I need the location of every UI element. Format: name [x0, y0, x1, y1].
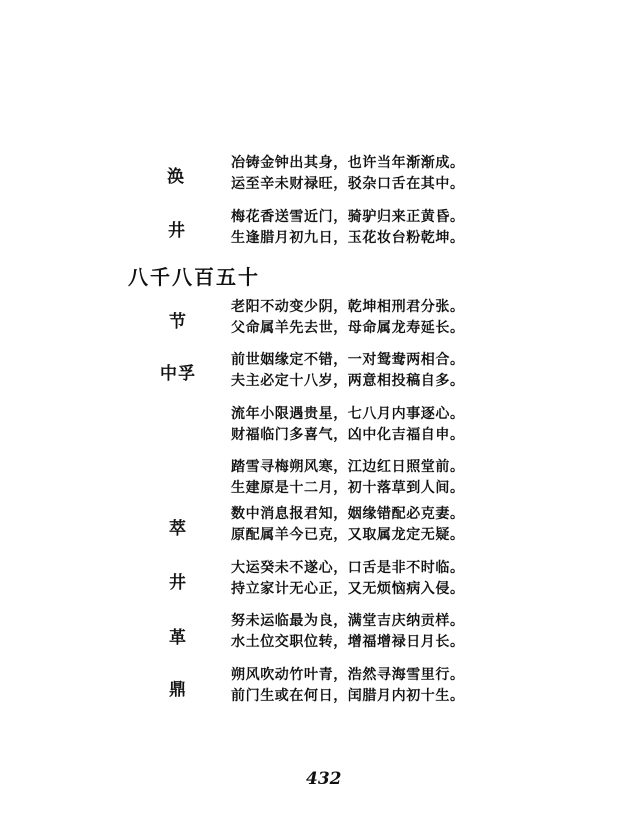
- verse-line: 前门生或在何日，闰腊月内初十生。: [231, 688, 465, 704]
- verse-line: 生逢腊月初九日，玉花妆台粉乾坤。: [231, 230, 465, 246]
- hexagram-label-zhongfu: 中孚: [160, 364, 196, 384]
- verse-line: 水土位交职位转，增福增禄日月长。: [231, 634, 465, 650]
- hexagram-label-huan: 涣: [167, 167, 185, 187]
- hexagram-label-cui: 萃: [169, 519, 187, 539]
- verse-line: 老阳不动变少阴，乾坤相刑君分张。: [231, 299, 465, 315]
- hexagram-label-ge: 革: [169, 628, 187, 648]
- verse-line: 夫主必定十八岁，两意相投稿自多。: [231, 373, 465, 389]
- hexagram-label-jie: 节: [169, 312, 187, 332]
- verse-line: 努未运临最为良，满堂吉庆纳贡样。: [231, 613, 465, 629]
- hexagram-label-jing: 井: [169, 573, 187, 593]
- page-number: 432: [306, 769, 342, 789]
- verse-line: 前世姻缘定不错，一对鸳鸯两相合。: [231, 352, 465, 368]
- verse-line: 财福临门多喜气，凶中化吉福自申。: [231, 427, 465, 443]
- verse-line: 父命属羊先去世，母命属龙寿延长。: [231, 320, 465, 336]
- section-heading: 八千八百五十: [128, 265, 260, 289]
- hexagram-label-jing: 井: [168, 221, 186, 241]
- verse-line: 生建原是十二月，初十落草到人间。: [231, 480, 465, 496]
- verse-line: 冶铸金钟出其身，也许当年渐渐成。: [231, 155, 465, 171]
- verse-line: 大运癸未不遂心，口舌是非不时临。: [231, 560, 465, 576]
- verse-line: 踏雪寻梅朔风寒，江边红日照堂前。: [231, 459, 465, 475]
- verse-line: 持立家计无心正，又无烦恼病入侵。: [231, 581, 465, 597]
- verse-line: 运至辛未财禄旺，驳杂口舌在其中。: [231, 176, 465, 192]
- verse-line: 梅花香送雪近门，骑驴归来正黄昏。: [231, 209, 465, 225]
- verse-line: 数中消息报君知，姻缘错配必克妻。: [231, 506, 465, 522]
- hexagram-label-ding: 鼎: [169, 680, 187, 700]
- verse-line: 流年小限遇贵星，七八月内事逐心。: [231, 406, 465, 422]
- verse-line: 原配属羊今已克，又取属龙定无疑。: [231, 527, 465, 543]
- verse-line: 朔风吹动竹叶青，浩然寻海雪里行。: [231, 667, 465, 683]
